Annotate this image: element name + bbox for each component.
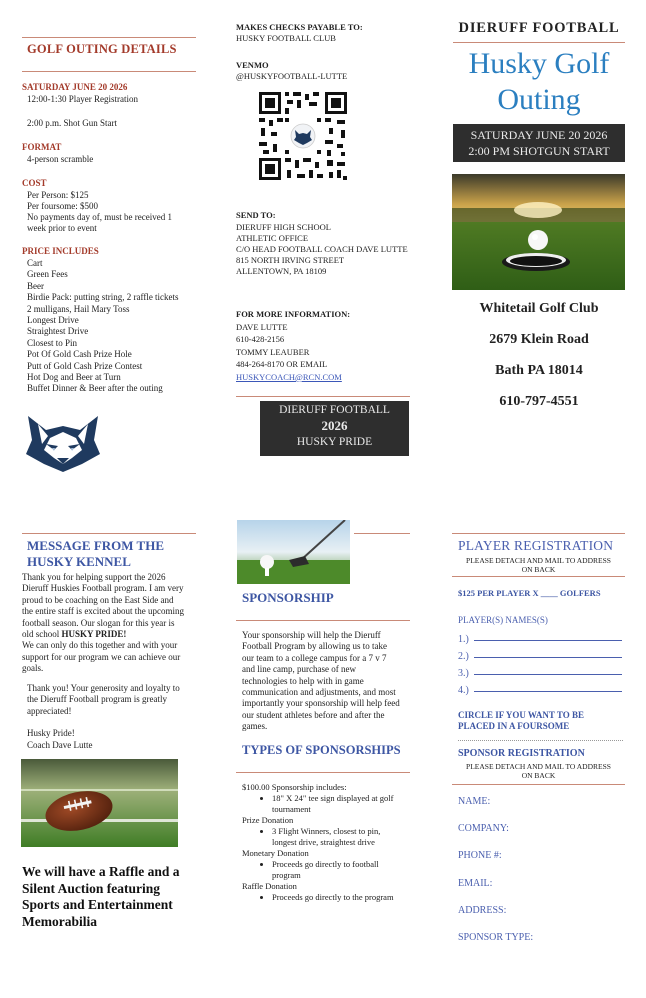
text-line: Your sponsorship will help the Dieruff [242, 630, 381, 640]
list-item: Pot Of Gold Cash Prize Hole [27, 349, 132, 360]
text-line: CIRCLE IF YOU WANT TO BE [458, 710, 584, 720]
text-line: Thank you for helping support the 2026 [22, 572, 166, 582]
list-item [272, 826, 410, 848]
player-4-label: 4.) [458, 685, 469, 696]
text-line: goals. [22, 663, 44, 674]
send-heading: SEND TO: [236, 210, 276, 220]
shotgun-time: 2:00 p.m. Shot Gun Start [27, 118, 118, 128]
email-link[interactable]: HUSKYCOACH@RCN.COM [236, 371, 342, 382]
venue-name: Whitetail Golf Club [479, 301, 599, 316]
title-line: Outing [497, 83, 581, 116]
list-item: • Proceeds go directly to the program [272, 892, 410, 903]
sponsorship-body [242, 630, 400, 733]
venmo-heading: VENMO [236, 60, 269, 70]
address-line: C/O HEAD FOOTBALL COACH DAVE LUTTE [236, 244, 408, 254]
format-value: 4-person scramble [27, 154, 94, 164]
text-line: technologies to help with in game [242, 675, 364, 686]
text-line: PLACED IN A FOURSOME [458, 721, 570, 731]
list-item: Longest Drive [27, 315, 79, 326]
list-item [272, 859, 410, 881]
sponsor-registration-heading: SPONSOR REGISTRATION [458, 748, 585, 759]
detach-line [458, 740, 623, 741]
list-item [272, 793, 410, 815]
list-item: Green Fees [27, 269, 68, 280]
list-item: Buffet Dinner & Beer after the outing [27, 383, 163, 394]
qr-code-icon[interactable] [257, 90, 349, 182]
checks-heading: MAKES CHECKS PAYABLE TO: [236, 22, 363, 32]
contact-line: TOMMY LEAUBER [236, 346, 310, 357]
info-heading: FOR MORE INFORMATION: [236, 309, 351, 319]
address-line: ALLENTOWN, PA 18109 [236, 266, 327, 276]
sponsor-type-field[interactable]: SPONSOR TYPE: [458, 932, 534, 943]
venue-city: Bath PA 18014 [495, 363, 583, 378]
price-line[interactable]: $125 PER PLAYER X ____ GOLFERS [458, 588, 601, 598]
slogan-line [22, 629, 184, 640]
raffle-note [22, 864, 180, 930]
phone-field[interactable]: PHONE #: [458, 850, 502, 861]
divider [453, 42, 625, 43]
date-heading: SATURDAY JUNE 20 2026 [22, 82, 128, 92]
text-line: Sports and Entertainment [22, 897, 173, 912]
list-item: Hot Dog and Beer at Turn [27, 372, 121, 383]
text-line: support for our program we can achieve our [22, 651, 181, 662]
text-line: Thank you! Your generosity and loyalty to [27, 683, 180, 693]
text-line: games. [242, 721, 268, 732]
text-line: Football Program by allowing us to take [242, 641, 387, 652]
divider [236, 396, 410, 397]
address-line: 815 NORTH IRVING STREET [236, 255, 345, 265]
player-3-label: 3.) [458, 668, 469, 679]
address-line: DIERUFF HIGH SCHOOL [236, 222, 331, 232]
includes-list [27, 258, 179, 395]
list-item: Birdie Pack: putting string, 2 raffle tickets [27, 292, 179, 303]
text-line: We will have a Raffle and a [22, 864, 180, 879]
text-span: longest drive, straightest drive [272, 837, 375, 847]
sponsorship-tiers [242, 782, 410, 903]
thank-you [27, 683, 180, 751]
list-item: Straightest Drive [27, 326, 89, 337]
contact-line: 484-264-8170 OR EMAIL [236, 359, 328, 370]
checks-payee: HUSKY FOOTBALL CLUB [236, 33, 336, 43]
cost-note: No payments day of, must be received 1 [27, 212, 172, 222]
venue-phone: 610-797-4551 [499, 394, 579, 409]
types-heading: TYPES OF SPONSORSHIPS [242, 743, 401, 757]
text-line: PLEASE DETACH AND MAIL TO ADDRESS [466, 762, 611, 771]
golf-details-heading: GOLF OUTING DETAILS [27, 42, 177, 56]
list-item: Closest to Pin [27, 337, 78, 348]
football-photo [21, 759, 178, 847]
message-heading [27, 538, 164, 569]
list-item: 2 mulligans, Hail Mary Toss [27, 303, 130, 314]
text-line: ON BACK [521, 565, 556, 574]
golf-ball-hole-photo [452, 174, 625, 290]
player-1-input[interactable] [474, 640, 622, 641]
foursome-option[interactable] [458, 710, 584, 732]
text-line: the entire staff is excited about the upcoming [22, 606, 185, 617]
signature-line: Husky Pride! [27, 728, 75, 739]
address-field[interactable]: ADDRESS: [458, 905, 507, 916]
player-3-input[interactable] [474, 674, 622, 675]
venmo-handle: @HUSKYFOOTBALL-LUTTE [236, 71, 348, 81]
list-item: Putt of Gold Cash Prize Contest [27, 360, 143, 371]
text-line: the Dieruff Football program is greatly [27, 694, 168, 705]
message-body [22, 572, 184, 675]
text-line: our team to a college campus for a 7 v 7 [242, 652, 387, 663]
players-label: PLAYER(S) NAMES(S) [458, 615, 548, 625]
heading-line: HUSKY KENNEL [27, 553, 131, 569]
text-line: ON BACK [521, 771, 556, 780]
tier-title: Prize Donation [242, 815, 294, 825]
detach-note [452, 762, 625, 780]
email-field[interactable]: EMAIL: [458, 878, 493, 889]
contact-info [236, 321, 342, 383]
text-line: Memorabilia [22, 913, 97, 929]
divider [236, 620, 410, 621]
contact-line: 610-428-2156 [236, 334, 285, 345]
format-heading: FORMAT [22, 142, 62, 152]
sponsorship-heading: SPONSORSHIP [242, 590, 334, 605]
company-field[interactable]: COMPANY: [458, 823, 509, 834]
player-4-input[interactable] [474, 691, 622, 692]
cost-heading: COST [22, 178, 47, 188]
address-line: ATHLETIC OFFICE [236, 233, 309, 243]
title-line: Husky Golf [468, 47, 610, 80]
divider [452, 533, 625, 534]
event-title [453, 46, 625, 118]
divider [22, 71, 196, 72]
cost-per-person: Per Person: $125 [27, 190, 89, 200]
banner-year: 2026 [321, 418, 348, 433]
text-line: proud to be coaching on the East Side and [22, 594, 174, 605]
text-span: 18" X 24" tee sign displayed at golf [272, 793, 394, 803]
text-line: appreciated! [27, 705, 72, 716]
text-line: importantly your sponsorship will help feed [242, 698, 400, 709]
banner-line: HUSKY PRIDE [296, 436, 373, 448]
cost-per-foursome: Per foursome: $500 [27, 201, 98, 211]
golf-club-photo [237, 520, 350, 584]
text-span: program [272, 870, 301, 880]
registration-time: 12:00-1:30 Player Registration [27, 94, 138, 104]
date-banner [453, 124, 625, 162]
slogan: HUSKY PRIDE! [61, 629, 127, 640]
text-line: Silent Auction featuring [22, 880, 161, 896]
text-line: our student athletes before and after the [242, 709, 385, 720]
player-2-input[interactable] [474, 657, 622, 658]
signature-name: Coach Dave Lutte [27, 739, 93, 750]
text-line: football season. Our slogan for this year is [22, 617, 175, 628]
text-line: and line camp, purchase of new [242, 664, 356, 675]
husky-logo-icon [24, 414, 102, 474]
banner-line: 2:00 PM SHOTGUN START [468, 144, 610, 158]
text-span: 3 Flight Winners, closest to pin, [272, 826, 381, 836]
divider [22, 533, 196, 534]
banner-line: DIERUFF FOOTBALL [279, 404, 390, 416]
tier-title: Monetary Donation [242, 848, 309, 858]
name-field[interactable]: NAME: [458, 796, 491, 807]
includes-heading: PRICE INCLUDES [22, 246, 99, 256]
text-span: Proceeds go directly to football [272, 859, 379, 869]
send-address [236, 222, 408, 277]
banner-line: SATURDAY JUNE 20 2026 [470, 128, 608, 142]
divider [452, 784, 625, 785]
list-item: Beer [27, 280, 44, 291]
player-registration-heading: PLAYER REGISTRATION [458, 538, 614, 553]
player-2-label: 2.) [458, 651, 469, 662]
contact-line: DAVE LUTTE [236, 322, 288, 332]
divider [22, 37, 196, 38]
text-line: We can only do this together and with your [22, 640, 178, 651]
cost-note: week prior to event [27, 223, 97, 233]
player-1-label: 1.) [458, 634, 469, 645]
detach-note [452, 556, 625, 574]
org-name: DIERUFF FOOTBALL [458, 20, 620, 36]
divider [236, 772, 410, 773]
divider [354, 533, 410, 534]
husky-pride-banner [260, 401, 409, 456]
heading-line: MESSAGE FROM THE [27, 538, 165, 553]
text-line: communication and adjustments, and most [242, 687, 396, 698]
divider [452, 576, 625, 577]
tier-title: Raffle Donation [242, 881, 297, 891]
text-span: old school [22, 629, 62, 640]
tier-title: $100.00 Sponsorship includes: [242, 782, 347, 792]
venue-address: 2679 Klein Road [489, 332, 589, 347]
text-line: PLEASE DETACH AND MAIL TO ADDRESS [466, 556, 611, 565]
text-line: Dieruff Huskies Football program. I am very [22, 583, 184, 594]
list-item: Cart [27, 258, 43, 268]
text-span: tournament [272, 804, 311, 814]
